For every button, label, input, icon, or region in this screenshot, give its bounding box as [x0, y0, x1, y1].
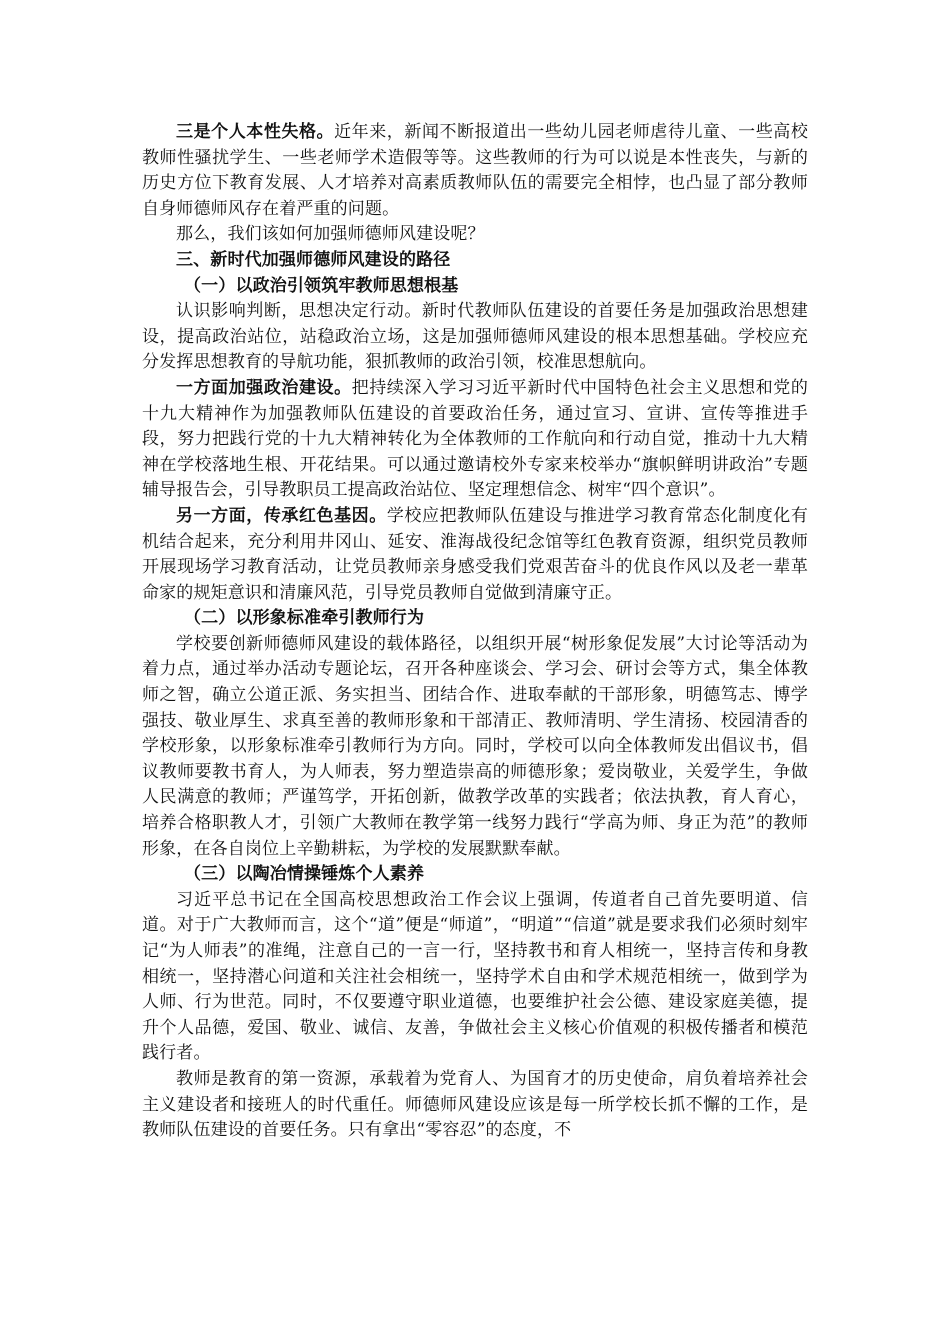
paragraph-political-building	[142, 376, 808, 504]
section-heading: 三、新时代加强师德师风建设的路径	[176, 249, 451, 270]
subsection-heading-2: （二）以形象标准牵引教师行为	[184, 608, 425, 629]
paragraph-lead: 一方面加强政治建设。	[176, 377, 352, 398]
paragraph-personal-nature	[142, 120, 808, 222]
paragraph-first-resource: 教师是教育的第一资源，承载着为党育人、为国育才的历史使命，肩负着培养社会主义建设者和接班人的时代重任。师德师风建设应该是每一所学校长抓不懈的工作，是教师队伍建设的首要任务。只有拿出“零容忍”的态度，不	[142, 1068, 808, 1141]
paragraph-red-gene	[142, 504, 808, 606]
paragraph-lead: 另一方面，传承红色基因。	[176, 505, 387, 526]
paragraph-question: 那么，我们该如何加强师德师风建设呢？	[176, 224, 485, 245]
paragraph-image-standard: 学校要创新师德师风建设的载体路径，以组织开展“树形象促发展”大讨论等活动为着力点，通过举办活动专题论坛，召开各种座谈会、学习会、研讨会等方式，集全体教师之智，确立公道正派、务实担当、团结合作、进取奉献的干部形象，明德笃志、博学强技、敬业厚生、求真至善的教师形象和干部清正、教师清明、学生清扬、校园清香的学校形象，以形象标准牵引教师行为方向。同时，学校可以向全体教师发出倡议书，倡议教师要教书育人，为人师表，努力塑造崇高的师德形象；爱岗敬业，关爱学生，争做人民满意的教师；严谨笃学，开拓创新，做教学改革的实践者；依法执教，育人育心，培养合格职教人才，引领广大教师在教学第一线努力践行“学高为师、身正为范”的教师形象，在各自岗位上辛勤耕耘，为学校的发展默默奉献。	[142, 633, 808, 859]
subsection-heading-1: （一）以政治引领筑牢教师思想根基	[184, 275, 459, 296]
paragraph-lead: 三是个人本性失格。	[176, 122, 335, 142]
paragraph-teaching-way: 习近平总书记在全国高校思想政治工作会议上强调，传道者自己首先要明道、信道。对于广大教师而言，这个“道”便是“师道”，“明道”“信道”就是要求我们必须时刻牢记“为人师表”的准绳，注意自己的一言一行，坚持教书和育人相统一，坚持言传和身教相统一，坚持潜心问道和关注社会相统一，坚持学术自由和学术规范相统一，做到学为人师、行为世范。同时，不仅要遵守职业道德，也要维护社会公德、建设家庭美德，提升个人品德，爱国、敬业、诚信、友善，争做社会主义核心价值观的积极传播者和模范践行者。	[142, 889, 808, 1064]
paragraph-text: 近年来，新闻不断报道出一些幼儿园老师虐待儿童、一些高校教师性骚扰学生、一些老师学术造假等等。这些教师的行为可以说是本性丧失，与新的历史方位下教育发展、人才培养对高素质教师队伍的需要完全相悖，也凸显了部分教师自身师德师风存在着严重的问题。	[142, 122, 808, 219]
paragraph-text: 学校应把教师队伍建设与推进学习教育常态化制度化有机结合起来，充分利用井冈山、延安、淮海战役纪念馆等红色教育资源，组织党员教师开展现场学习教育活动，让党员教师亲身感受我们党艰苦奋斗的优良作风以及老一辈革命家的规矩意识和清廉风范，引导党员教师自觉做到清廉守正。	[142, 505, 808, 603]
paragraph-text: 把持续深入学习习近平新时代中国特色社会主义思想和党的十九大精神作为加强教师队伍建设的首要政治任务，通过宣习、宣讲、宣传等推进手段，努力把践行党的十九大精神转化为全体教师的工作航向和行动自觉，推动十九大精神在学校落地生根、开花结果。可以通过邀请校外专家来校举办“旗帜鲜明讲政治”专题辅导报告会，引导教职员工提高政治站位、坚定理想信念、树牢“四个意识”。	[142, 377, 808, 501]
paragraph-political-guidance: 认识影响判断，思想决定行动。新时代教师队伍建设的首要任务是加强政治思想建设，提高政治站位，站稳政治立场，这是加强师德师风建设的根本思想基础。学校应充分发挥思想教育的导航功能，狠抓教师的政治引领，校准思想航向。	[142, 301, 808, 373]
subsection-heading-3: （三）以陶冶情操锤炼个人素养	[184, 864, 425, 885]
document-page	[142, 120, 808, 1144]
